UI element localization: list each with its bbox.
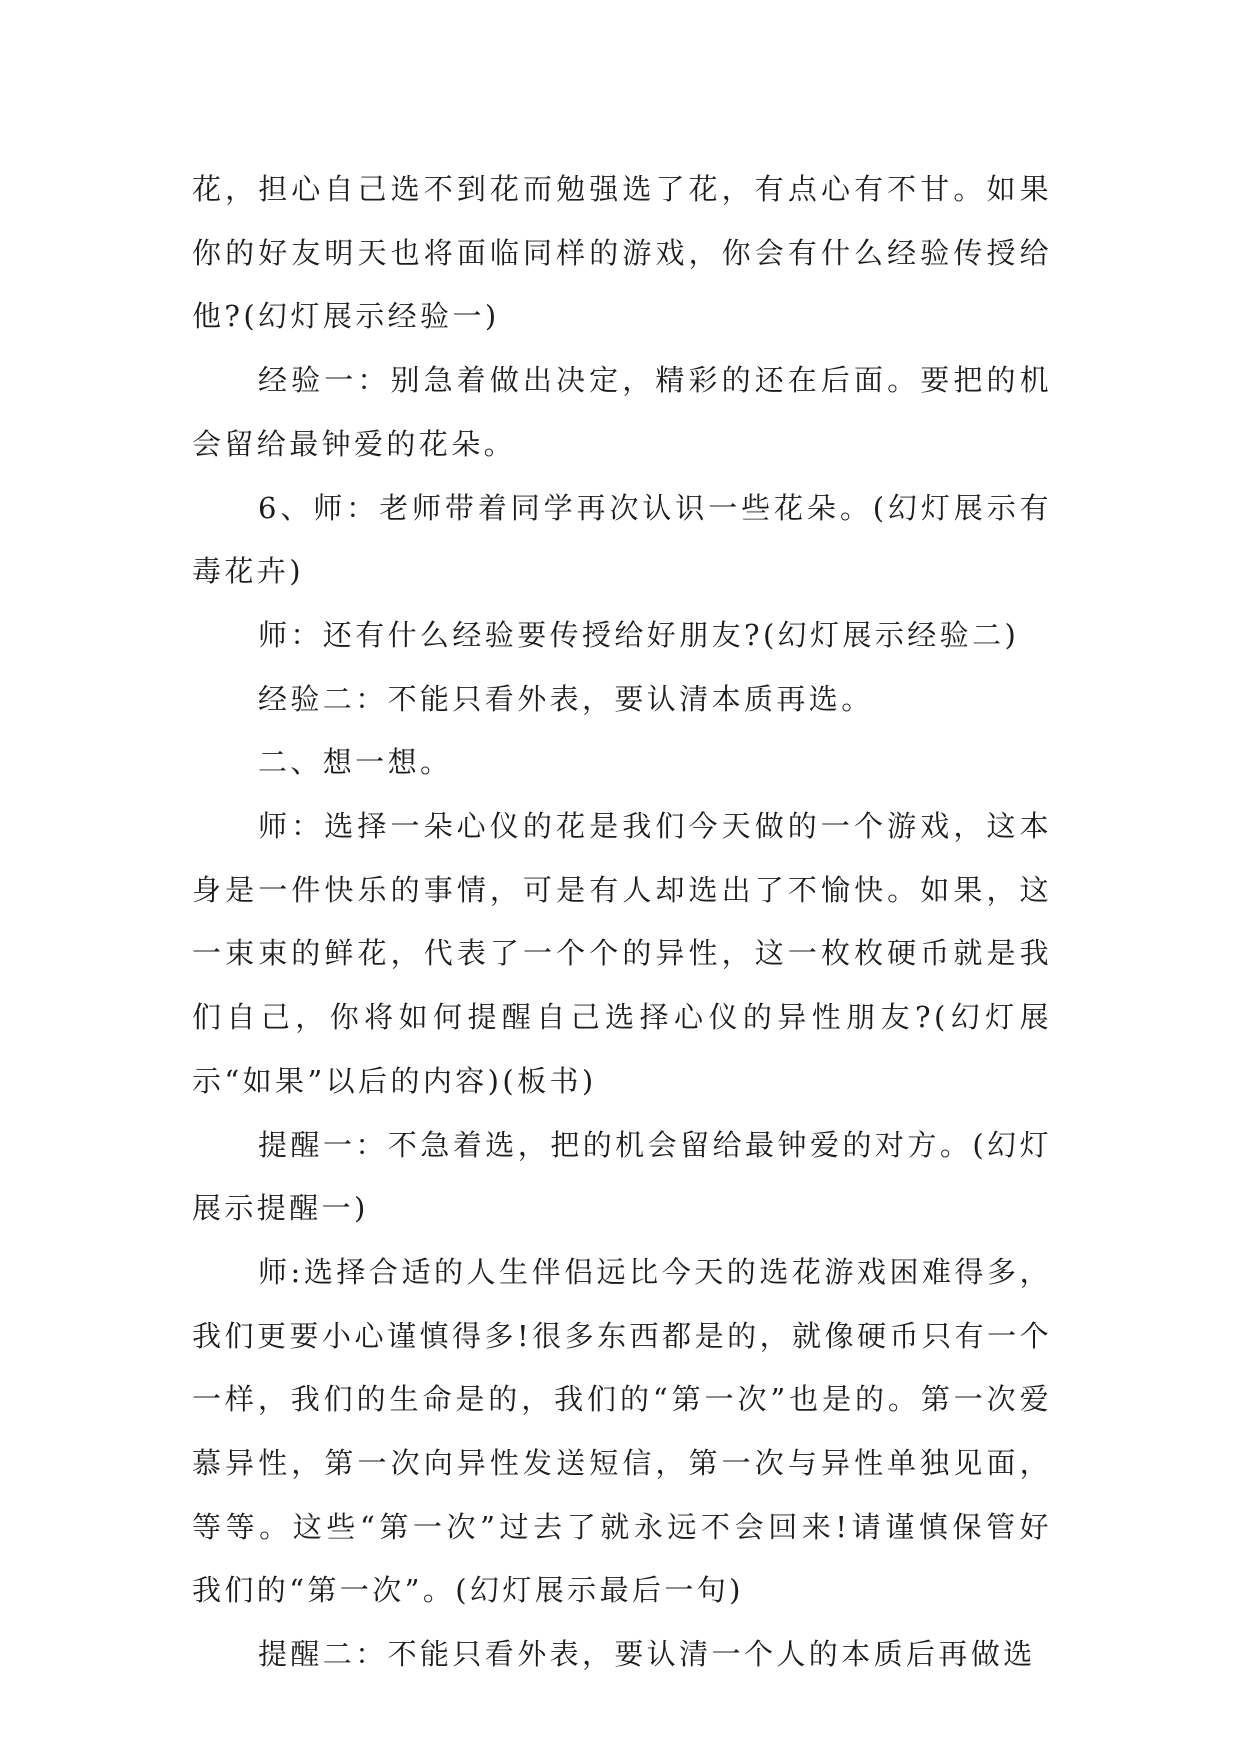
paragraph-teacher-choice: 师：选择一朵心仪的花是我们今天做的一个游戏，这本身是一件快乐的事情，可是有人却选出了不愉快。如果，这一束束的鲜花，代表了一个个的异性，这一枚枚硬币就是我们自己，你将如何提醒自己选择心仪的异性朋友?(幻灯展示“如果”以后的内容)(板书) — [192, 809, 1052, 1098]
paragraph-reminder-two: 提醒二：不能只看外表，要认清一个人的本质后再做选 — [258, 1637, 1036, 1672]
paragraph-experience-two: 经验二：不能只看外表，要认清本质再选。 — [258, 681, 874, 716]
paragraph-reminder-one: 提醒一：不急着选，把的机会留给最钟爱的对方。(幻灯展示提醒一) — [192, 1127, 1052, 1226]
paragraph-continuation: 花，担心自己选不到花而勉强选了花，有点心有不甘。如果你的好友明天也将面临同样的游戏，你会有什么经验传授给他?(幻灯展示经验一) — [192, 172, 1052, 334]
paragraph-teacher-question: 师：还有什么经验要传授给好朋友?(幻灯展示经验二) — [258, 617, 1020, 652]
document-body — [192, 158, 1052, 1687]
paragraph-teacher-first-time: 师:选择合适的人生伴侣远比今天的选花游戏困难得多，我们更要小心谨慎得多!很多东西都是的，就像硬币只有一个一样，我们的生命是的，我们的“第一次”也是的。第一次爱慕异性，第一次向异性发送短信，第一次与异性单独见面，等等。这些“第一次”过去了就永远不会回来!请谨慎保管好我们的“第一次”。(幻灯展示最后一句) — [192, 1254, 1052, 1608]
paragraph-experience-one: 经验一：别急着做出决定，精彩的还在后面。要把的机会留给最钟爱的花朵。 — [192, 363, 1052, 461]
paragraph-step-six: 6、师：老师带着同学再次认识一些花朵。(幻灯展示有毒花卉) — [192, 490, 1052, 589]
section-heading-think: 二、想一想。 — [258, 745, 453, 780]
